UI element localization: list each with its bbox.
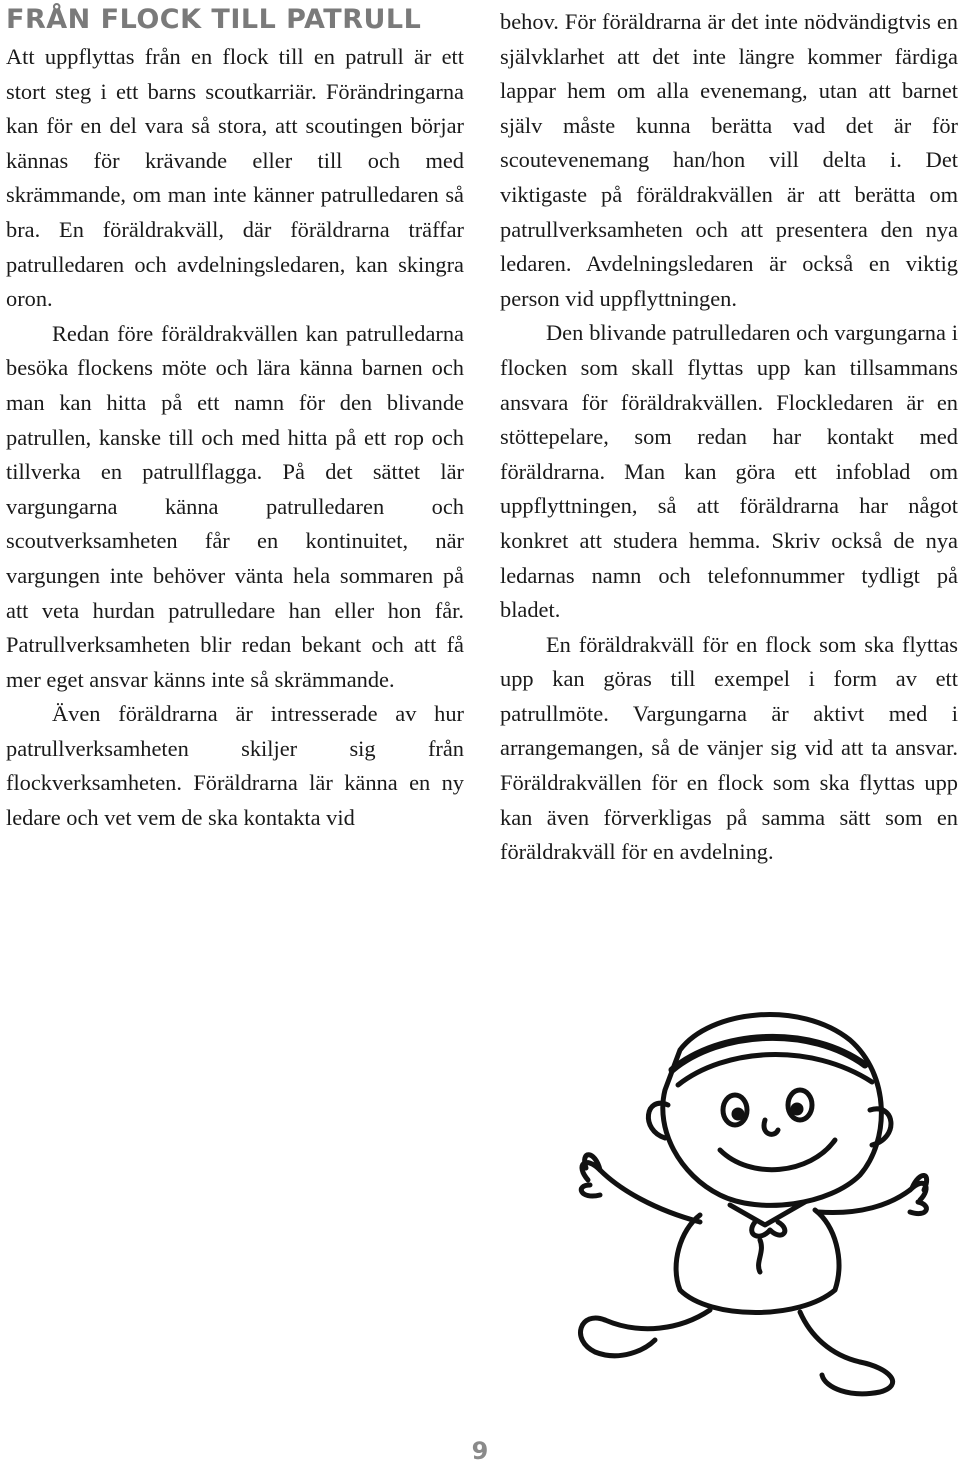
page-number: 9	[471, 1437, 489, 1465]
paragraph: Den blivande patrulledaren och vargungarna i flocken som skall flyttas upp kan tillsammans ansvara för föräldrakvällen. Flockledaren är en stöttepelare, som redan har kontakt med föräldrarna. Man kan göra ett infoblad om uppflyttningen, så att föräldrarna har något konkret att studera hemma. Skriv också de nya ledarnas namn och telefonnummer tydligt på bladet.	[500, 320, 958, 623]
running-scout-cartoon-icon	[560, 990, 940, 1400]
right-column	[500, 5, 958, 870]
left-column	[6, 40, 464, 836]
paragraph: Redan före föräldrakvällen kan patrulledarna besöka flockens möte och lära känna barnen och man kan hitta på ett namn för den blivande patrullen, kanske till och med hitta på ett rop och tillverka en patrullflagga. På det sättet lär vargungarna känna patrulledaren och scoutverksamheten får en kontinuitet, när vargungen inte behöver vänta hela sommaren på att veta hurdan patrulledare han eller hon får. Patrullverksamheten blir redan bekant och att få mer eget ansvar känns inte så skrämmande.	[6, 320, 464, 692]
paragraph: Att uppflyttas från en flock till en patrull är ett stort steg i ett barns scoutkarriär. Förändringarna kan för en del vara så stora, att scoutingen börjar kännas för krävande eller till och med skrämmande, om man inte känner patrulledaren så bra. En föräldrakväll, där föräldrarna träffar patrulledaren och avdelningsledaren, kan skingra oron.	[6, 44, 464, 312]
paragraph: behov. För föräldrarna är det inte nödvändigtvis en självklarhet att det inte längre kommer färdiga lappar hem om alla evenemang, utan att barnet själv måste kunna berätta vad det är för scoutevenemang han/hon vill delta i. Det viktigaste på föräldrakvällen är att berätta om patrullverksamheten och att presentera den nya ledaren. Avdelningsledaren är också en viktig person vid uppflyttningen.	[500, 9, 958, 311]
paragraph: Även föräldrarna är intresserade av hur patrullverksamheten skiljer sig från flockverksamheten. Föräldrarna lär känna en ny ledare och vet vem de ska kontakta vid	[6, 701, 464, 831]
paragraph: En föräldrakväll för en flock som ska flyttas upp kan göras till exempel i form av ett patrullmöte. Vargungarna är aktivt med i arrangemangen, så de vänjer sig vid att ta ansvar. Föräldrakvällen för en flock som ska flyttas upp kan även förverkligas på samma sätt som en föräldrakväll för en avdelning.	[500, 631, 958, 865]
page-heading: FRÅN FLOCK TILL PATRULL	[6, 4, 422, 35]
